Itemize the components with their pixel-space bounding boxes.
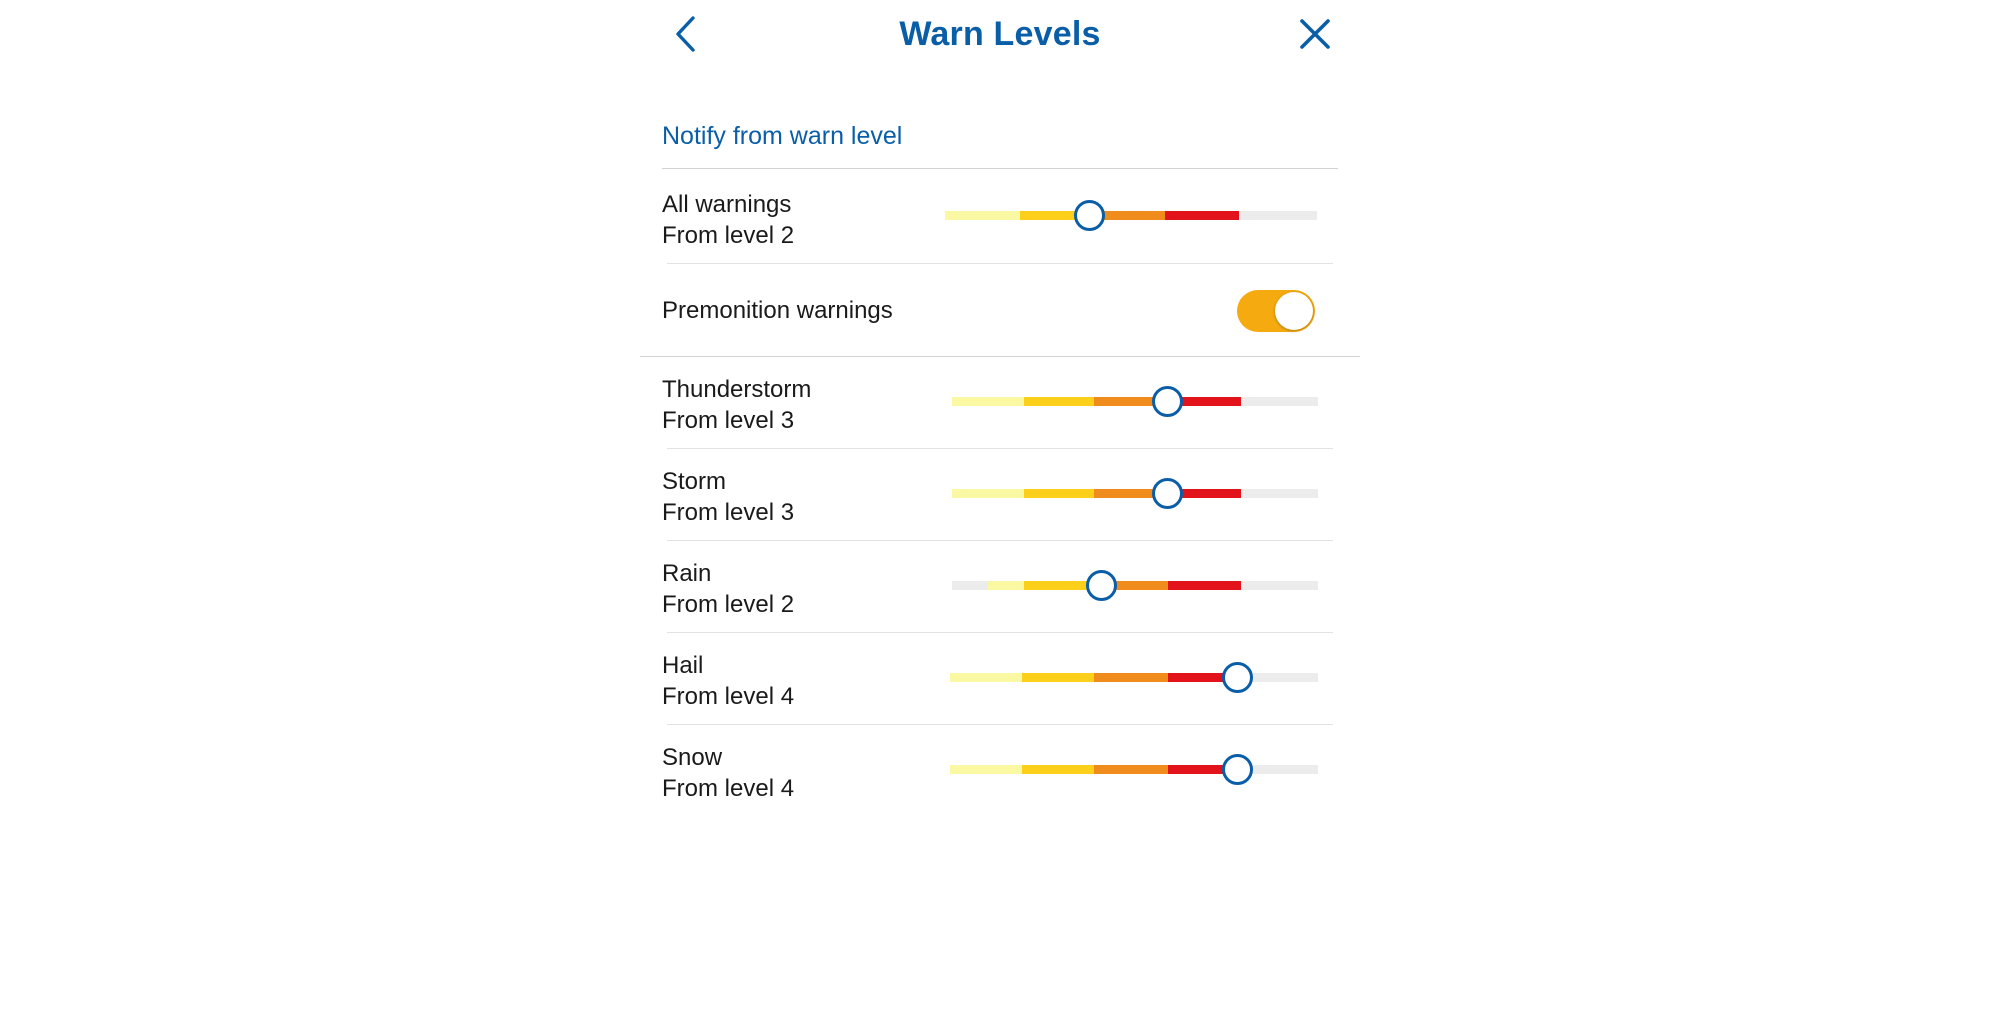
slider-segment-level2	[1024, 489, 1094, 498]
row-title: All warnings	[662, 191, 792, 218]
slider-knob[interactable]	[1152, 386, 1183, 417]
row-rain[interactable]	[640, 541, 1360, 633]
row-subtitle: From level 4	[662, 682, 795, 710]
chevron-left-icon	[672, 14, 698, 54]
slider-all-warnings[interactable]	[945, 196, 1317, 236]
row-subtitle: From level 2	[662, 590, 795, 618]
toggle-handle	[1275, 292, 1313, 330]
row-label-storm	[662, 467, 794, 528]
close-button[interactable]	[1292, 11, 1338, 57]
slider-segment-level1	[950, 673, 1022, 682]
row-subtitle: From level 3	[662, 498, 795, 526]
row-title: Thunderstorm	[662, 376, 812, 403]
row-title: Premonition warnings	[662, 297, 893, 324]
slider-segment-level1	[952, 397, 1024, 406]
slider-segment-level1	[950, 765, 1022, 774]
slider-segment-level4	[1165, 211, 1239, 220]
slider-segment-level3	[1094, 765, 1168, 774]
slider-knob[interactable]	[1074, 200, 1105, 231]
row-title: Storm	[662, 468, 727, 495]
slider-rain[interactable]	[952, 566, 1318, 606]
back-button[interactable]	[662, 11, 708, 57]
row-label-snow	[662, 743, 794, 804]
row-title: Hail	[662, 652, 704, 679]
row-storm[interactable]	[640, 449, 1360, 541]
settings-content	[640, 68, 1360, 1012]
row-label-rain	[662, 559, 794, 620]
row-subtitle: From level 3	[662, 406, 795, 434]
row-label-premonition-warnings	[662, 296, 893, 327]
row-all-warnings[interactable]	[640, 168, 1360, 264]
slider-segment-level1	[945, 211, 1020, 220]
slider-segment-level2	[1022, 673, 1094, 682]
slider-segment-level1	[988, 581, 1024, 590]
row-hail[interactable]	[640, 633, 1360, 725]
row-thunderstorm[interactable]	[640, 357, 1360, 449]
row-subtitle: From level 4	[662, 774, 795, 802]
slider-segment-level1	[952, 489, 1024, 498]
slider-segment-level3	[1094, 673, 1168, 682]
slider-knob[interactable]	[1222, 662, 1253, 693]
slider-segment-level4	[1168, 581, 1241, 590]
slider-storm[interactable]	[952, 474, 1318, 514]
slider-snow[interactable]	[950, 750, 1318, 790]
row-snow[interactable]	[640, 725, 1360, 817]
slider-segment-level2	[1022, 765, 1094, 774]
slider-knob[interactable]	[1086, 570, 1117, 601]
section-title: Notify from warn level	[662, 122, 903, 150]
row-title: Snow	[662, 744, 723, 771]
premonition-warnings-toggle[interactable]	[1237, 290, 1315, 332]
close-icon	[1298, 17, 1332, 51]
row-label-all-warnings	[662, 190, 794, 251]
row-label-thunderstorm	[662, 375, 811, 436]
slider-segment-level2	[1024, 397, 1094, 406]
slider-knob[interactable]	[1152, 478, 1183, 509]
row-title: Rain	[662, 560, 712, 587]
slider-thunderstorm[interactable]	[952, 382, 1318, 422]
slider-hail[interactable]	[950, 658, 1318, 698]
slider-segment-level2	[1024, 581, 1094, 590]
row-subtitle: From level 2	[662, 221, 795, 249]
page-title: Warn Levels	[899, 14, 1101, 53]
page-header	[640, 0, 1360, 68]
row-premonition-warnings[interactable]	[640, 264, 1360, 356]
row-label-hail	[662, 651, 794, 712]
slider-knob[interactable]	[1222, 754, 1253, 785]
